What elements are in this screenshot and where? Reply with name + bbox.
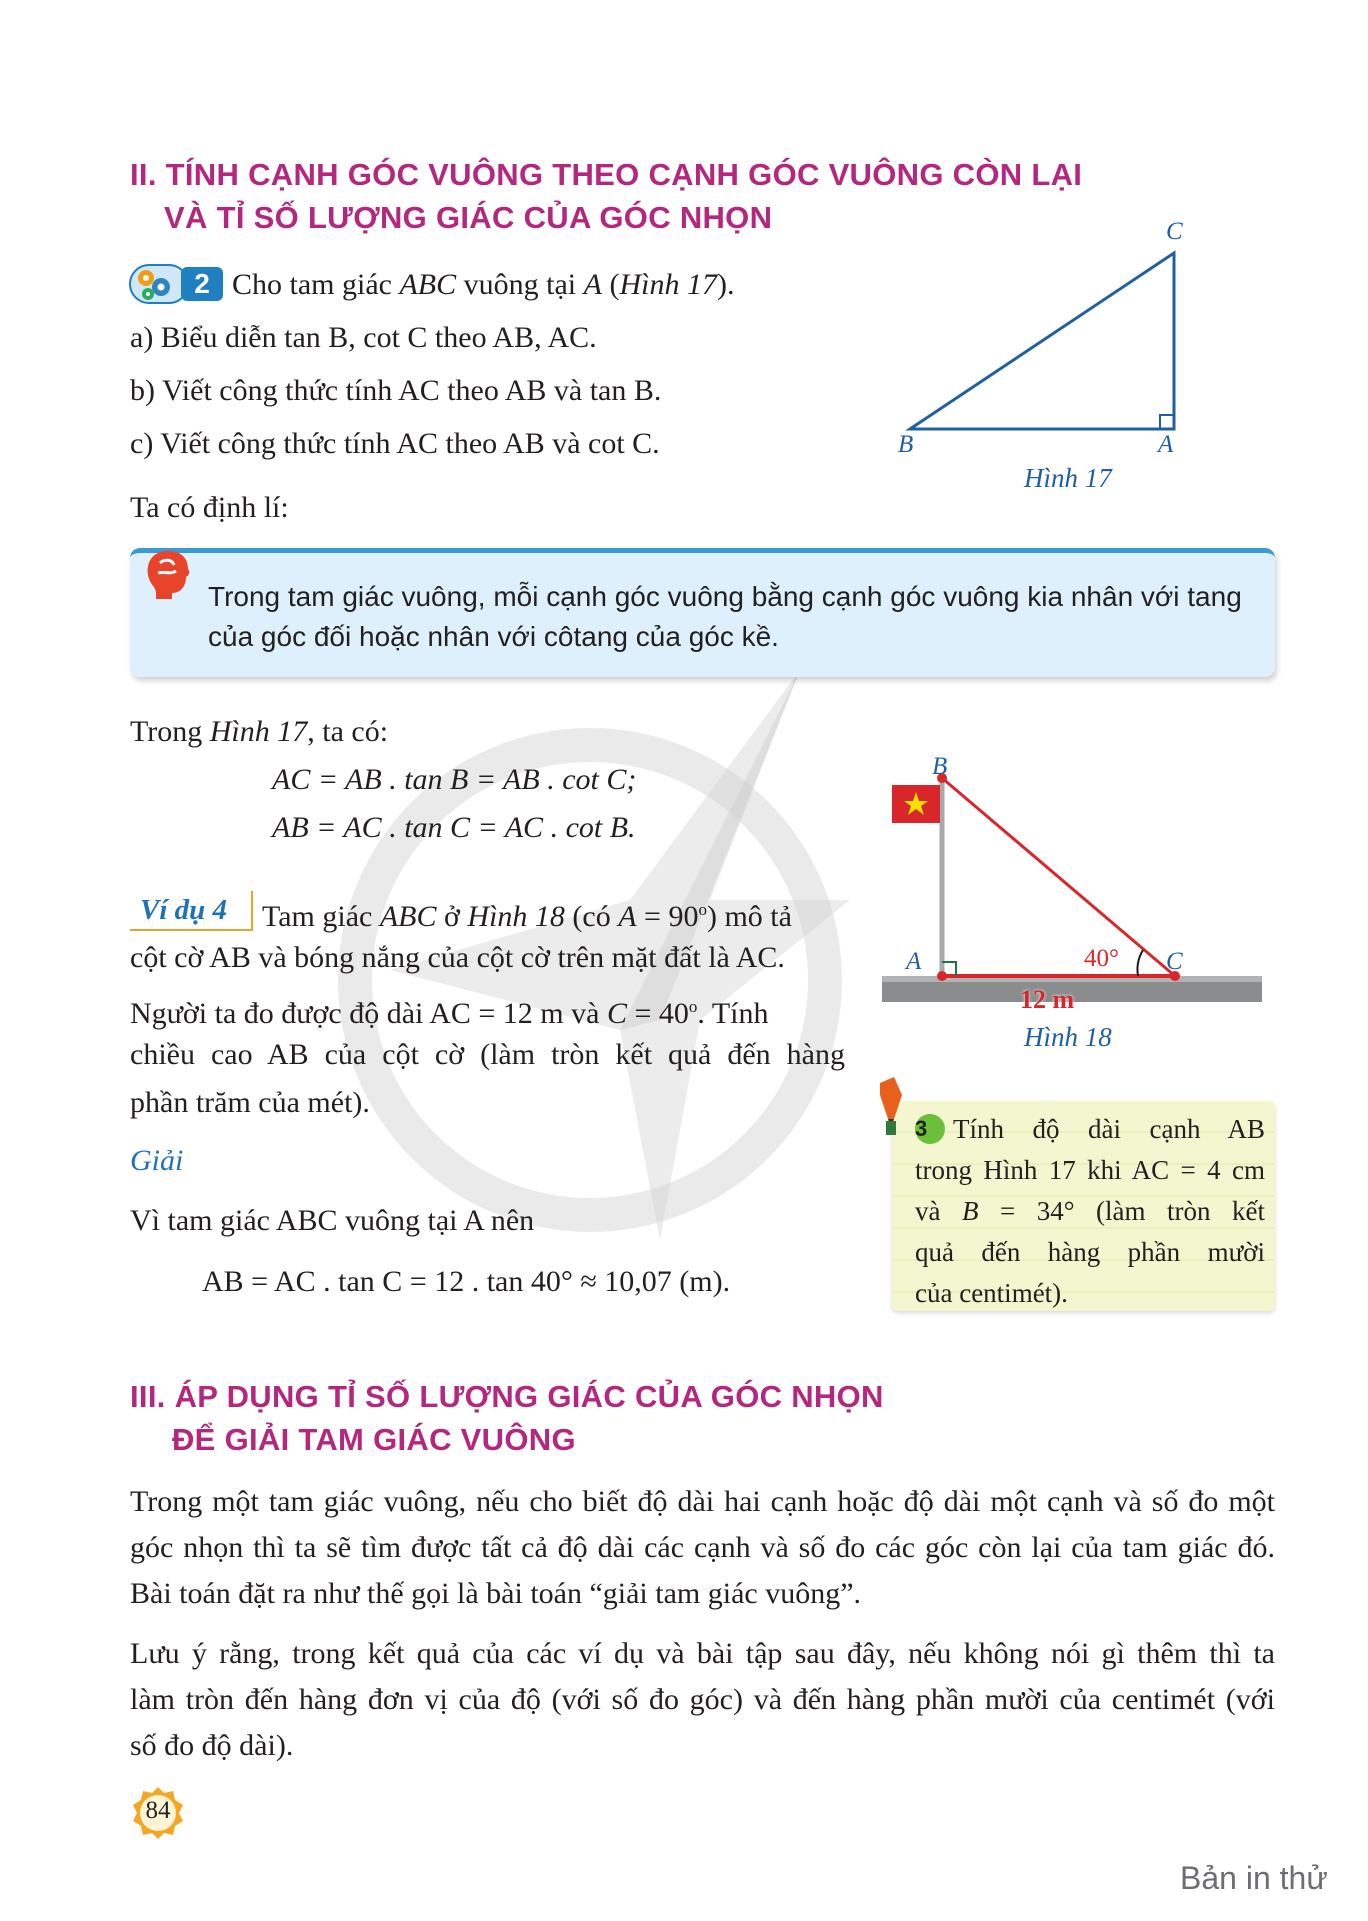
- activity-2-a: a) Biểu diễn tan B, cot C theo AB, AC.: [130, 321, 597, 354]
- fig18-length: 12 m: [1020, 985, 1075, 1014]
- gears-icon: [128, 263, 182, 305]
- practice-text: 3 Tính độ dài cạnh AB trong Hình 17 khi AC = 4 cm và B = 34° (làm tròn kết quả đến hàng phần mười của centimét).: [915, 1114, 1266, 1308]
- activity-2-c: c) Viết công thức tính AC theo AB và cot C.: [130, 427, 660, 460]
- fig18-caption: Hình 18: [1024, 1022, 1112, 1052]
- formula-1: AC = AB . tan B = AB . cot C;: [272, 763, 637, 796]
- section-3-paragraph-2: Lưu ý rằng, trong kết quả của các ví dụ và bài tập sau đây, nếu không nói gì thêm thì ta làm tròn đến hàng đơn vị của độ (với số đo góc) và đến hàng phần mười của centimét (với số đo độ dài).: [130, 1637, 1275, 1762]
- theorem-text: Trong tam giác vuông, mỗi cạnh góc vuông bằng cạnh góc vuông kia nhân với tang của góc đối hoặc nhân với côtang của góc kề.: [208, 581, 1242, 652]
- fig18-label-a: A: [906, 948, 922, 975]
- fig17-label-a: A: [1158, 431, 1174, 458]
- example-line-5: phần trăm của mét).: [130, 1086, 370, 1119]
- brain-icon: [142, 547, 194, 603]
- activity-2-intro: Cho tam giác ABC vuông tại A (Hình 17).: [232, 268, 735, 301]
- example-label: Ví dụ 4: [130, 891, 253, 931]
- section-2-heading: II. TÍNH CẠNH GÓC VUÔNG THEO CẠNH GÓC VUÔNG CÒN LẠI VÀ TỈ SỐ LƯỢNG GIÁC CỦA GÓC NHỌN: [130, 157, 1083, 235]
- section-3-paragraph-1: Trong một tam giác vuông, nếu cho biết độ dài hai cạnh hoặc độ dài một cạnh và số đo một góc nhọn thì ta sẽ tìm được tất cả độ dài các cạnh và số đo các góc còn lại của tam giác đó. Bài toán đặt ra như thế gọi là bài toán “giải tam giác vuông”.: [130, 1485, 1275, 1610]
- activity-number: 2: [181, 267, 223, 301]
- practice-box: [892, 1101, 1275, 1311]
- fig18-label-b: B: [932, 753, 948, 780]
- practice-number: 3: [915, 1114, 945, 1144]
- example-line-2: cột cờ AB và bóng nắng của cột cờ trên mặt đất là AC.: [130, 941, 785, 974]
- in-fig17-intro: Trong Hình 17, ta có:: [130, 715, 389, 748]
- formula-2: AB = AC . tan C = AC . cot B.: [272, 811, 636, 844]
- fig18-label-c: C: [1166, 948, 1183, 975]
- solution-formula: AB = AC . tan C = 12 . tan 40° ≈ 10,07 (m).: [202, 1265, 731, 1298]
- activity-2-b: b) Viết công thức tính AC theo AB và tan B.: [130, 374, 662, 407]
- fig17-label-c: C: [1166, 218, 1183, 245]
- section-3-heading: III. ÁP DỤNG TỈ SỐ LƯỢNG GIÁC CỦA GÓC NHỌN ĐỂ GIẢI TAM GIÁC VUÔNG: [130, 1379, 884, 1457]
- example-line-1: Tam giác ABC ở Hình 18 (có $A = 90^o$) mô tả: [262, 900, 792, 933]
- theorem-box: [130, 548, 1275, 677]
- theorem-intro: Ta có định lí:: [130, 491, 289, 524]
- pen-icon: [872, 1075, 918, 1135]
- example-line-3: Người ta đo được độ dài AC = 12 m và $C = 40^o$. Tính: [130, 997, 769, 1030]
- page-number: 84: [145, 1797, 171, 1824]
- fig17-label-b: B: [898, 431, 914, 458]
- fig17-caption: Hình 17: [1024, 463, 1112, 493]
- page-number-badge: [130, 1785, 186, 1841]
- solution-line-1: Vì tam giác ABC vuông tại A nên: [130, 1204, 535, 1237]
- activity-badge: [128, 263, 228, 305]
- example-line-4: chiều cao AB của cột cờ (làm tròn kết quả đến hàng: [130, 1038, 845, 1071]
- fig18-angle: 40°: [1084, 945, 1119, 972]
- footer-note: Bản in thử: [1180, 1860, 1328, 1896]
- solution-label: Giải: [130, 1144, 184, 1177]
